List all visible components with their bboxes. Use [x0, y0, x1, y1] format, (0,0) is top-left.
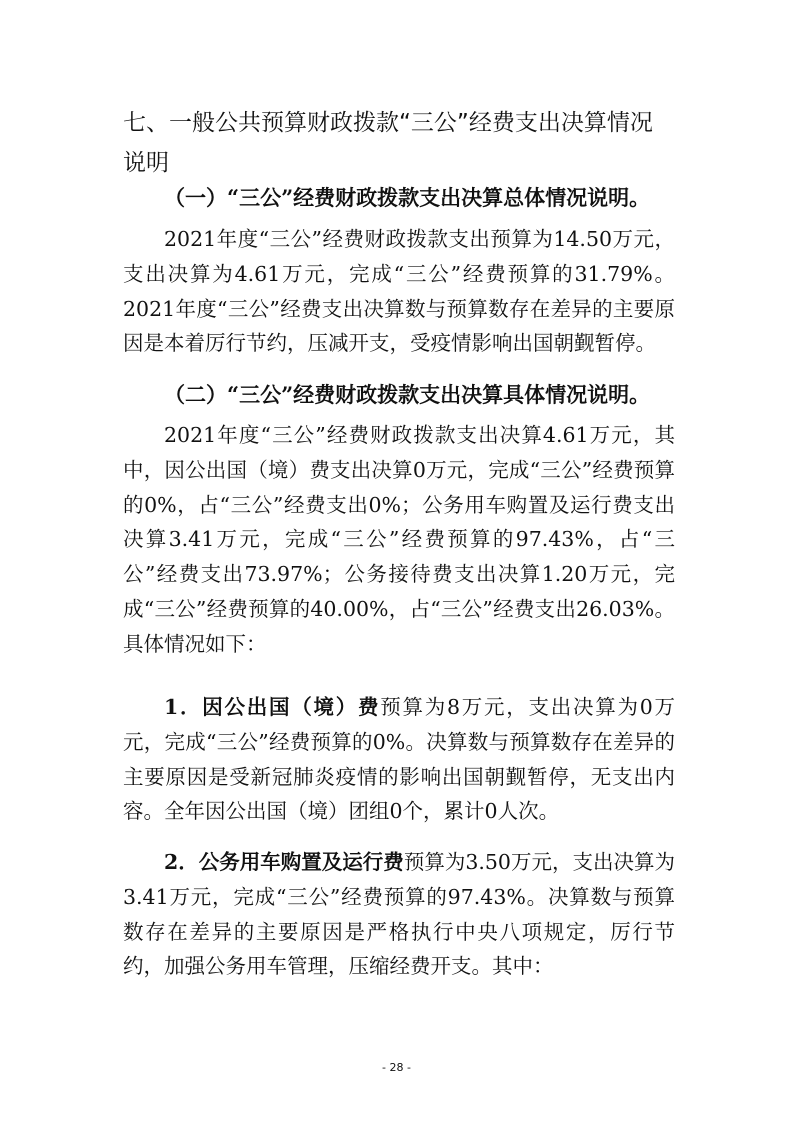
subsection-1-heading: （一）“三公”经费财政拨款支出决算总体情况说明。 [164, 185, 651, 210]
item-1-paragraph [123, 690, 675, 829]
page-number: - 28 - [382, 1061, 411, 1074]
item-1-body: 预算为8万元，支出决算为0万元，完成“三公”经费预算的0%。决算数与预算数存在差异的主要原因是受新冠肺炎疫情的影响出国朝觐暂停，无支出内容。全年因公出国（境）团组0个，累计0人次。 [123, 695, 675, 824]
item-2-label: 2．公务用车购置及运行费 [164, 850, 404, 874]
subsection-2-heading: （二）“三公”经费财政拨款支出决算具体情况说明。 [164, 382, 651, 407]
subsection-1-body: 2021年度“三公”经费财政拨款支出预算为14.50万元，支出决算为4.61万元，完成“三公”经费预算的31.79%。2021年度“三公”经费支出决算数与预算数存在差异的主要原因是本着厉行节约，压减开支，受疫情影响出国朝觐暂停。 [123, 227, 675, 356]
item-2-body: 预算为3.50万元，支出决算为3.41万元，完成“三公”经费预算的97.43%。决算数与预算数存在差异的主要原因是严格执行中央八项规定，厉行节约，加强公务用车管理，压缩经费开支。其中： [123, 850, 675, 979]
section-title: 七、一般公共预算财政拨款“三公”经费支出决算情况说明 [123, 110, 653, 176]
item-2-paragraph [123, 845, 675, 984]
subsection-2-body: 2021年度“三公”经费财政拨款支出决算4.61万元，其中，因公出国（境）费支出决算0万元，完成“三公”经费预算的0%，占“三公”经费支出0%；公务用车购置及运行费支出决算3.41万元，完成“三公”经费预算的97.43%，占“三公”经费支出73.97%；公务接待费支出决算1.20万元，完成“三公”经费预算的40.00%，占“三公”经费支出26.03%。具体情况如下： [123, 423, 675, 656]
item-1-label: 1．因公出国（境）费 [164, 695, 381, 719]
